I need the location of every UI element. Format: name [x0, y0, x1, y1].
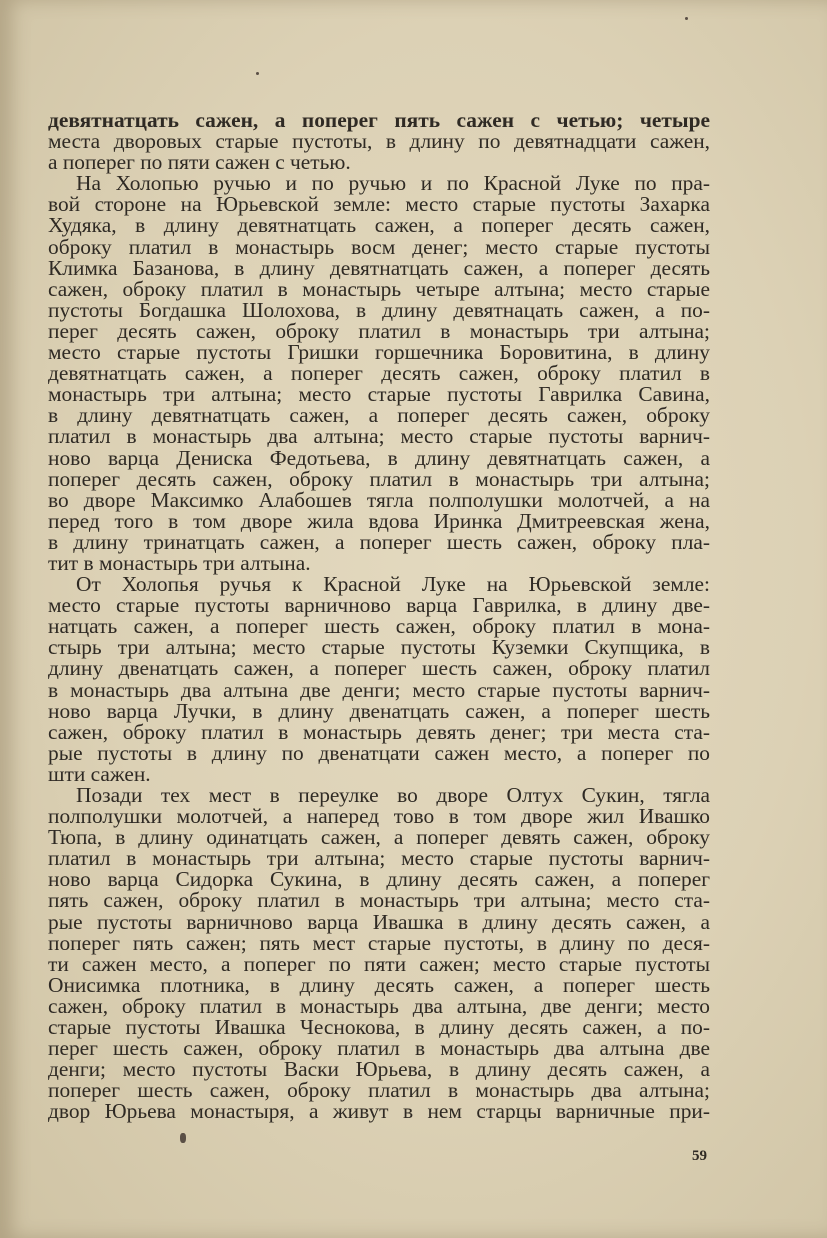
- text-line: тит в монастырь три алтына.: [48, 550, 311, 575]
- text-line: двор Юрьева монастыря, а живут в нем старцы варничные при-: [48, 1099, 710, 1124]
- text-line: оброку платил в монастырь восм денег; место старые пустоты: [48, 234, 710, 259]
- body-text: [48, 110, 710, 1123]
- text-line: места дворовых старые пустоты, в длину по девятнадцати сажен,: [48, 129, 710, 154]
- text-line: ти сажен место, а поперег по пяти сажен; место старые пустоты: [48, 951, 710, 976]
- text-line: старые пустоты Ивашка Чеснокова, в длину десять сажен, а по-: [48, 1015, 710, 1040]
- text-line: ново варца Лучки, в длину двенатцать сажен, а поперег шесть: [48, 698, 710, 723]
- text-line: перег шесть сажен, оброку платил в монастырь два алтына две: [48, 1036, 710, 1061]
- text-line: длину двенатцать сажен, а поперег шесть сажен, оброку платил: [48, 656, 710, 681]
- text-line: полполушки молотчей, а наперед тово в том дворе жил Ивашко: [48, 804, 710, 829]
- text-line: платил в монастырь три алтына; место старые пустоты варнич-: [48, 846, 710, 871]
- text-line: девятнатцать сажен, а поперег пять сажен с четью; четыре: [48, 108, 710, 132]
- text-line: рые пустоты в длину по двенатцати сажен место, а поперег по: [48, 740, 710, 765]
- text-line: ново варца Дениска Федотьева, в длину девятнатцать сажен, а: [48, 445, 710, 470]
- text-line: платил в монастырь два алтына; место старые пустоты варнич-: [48, 424, 710, 449]
- text-line: От Холопья ручья к Красной Луке на Юрьевской земле:: [76, 572, 710, 597]
- text-line: натцать сажен, а поперег шесть сажен, оброку платил в мона-: [48, 614, 710, 639]
- text-line: рые пустоты варничново варца Ивашка в длину десять сажен, а: [48, 909, 710, 934]
- text-line: сажен, оброку платил в монастырь девять денег; три места ста-: [48, 719, 710, 744]
- text-line: пустоты Богдашка Шолохова, в длину девятнацать сажен, а по-: [48, 297, 710, 322]
- page-number: 59: [692, 1148, 707, 1164]
- text-line: в монастырь два алтына две денги; место старые пустоты варнич-: [48, 677, 710, 702]
- text-line: перег десять сажен, оброку платил в монастырь три алтына;: [48, 318, 710, 343]
- text-line: в длину девятнатцать сажен, а поперег десять сажен, оброку: [48, 403, 710, 428]
- text-line: перед того в том дворе жила вдова Иринка Дмитреевская жена,: [48, 508, 710, 533]
- text-line: в длину тринатцать сажен, а поперег шесть сажен, оброку пла-: [48, 529, 710, 554]
- text-line: место старые пустоты варничново варца Гаврилка, в длину две-: [48, 593, 710, 618]
- paper-speck: [256, 72, 259, 75]
- text-line: монастырь три алтына; место старые пустоты Гаврилка Савина,: [48, 382, 710, 407]
- text-line: во дворе Максимко Алабошев тягла полполушки молотчей, а на: [48, 487, 710, 512]
- text-line: сажен, оброку платил в монастырь два алтына, две денги; место: [48, 993, 710, 1018]
- text-line: ново варца Сидорка Сукина, в длину десять сажен, а поперег: [48, 867, 710, 892]
- text-line: девятнатцать сажен, а поперег десять сажен, оброку платил в: [48, 361, 710, 386]
- text-line: шти сажен.: [48, 761, 151, 786]
- text-line: поперег пять сажен; пять мест старые пустоты, в длину по деся-: [48, 930, 710, 955]
- text-line: стырь три алтына; место старые пустоты Куземки Скупщика, в: [48, 635, 710, 660]
- text-line: поперег десять сажен, оброку платил в монастырь три алтына;: [48, 466, 710, 491]
- text-line: место старые пустоты Гришки горшечника Боровитина, в длину: [48, 340, 710, 365]
- paper-speck: [685, 17, 688, 20]
- text-line: Худяка, в длину девятнатцать сажен, а поперег десять сажен,: [48, 213, 710, 238]
- text-line: денги; место пустоты Васки Юрьева, в длину десять сажен, а: [48, 1057, 710, 1082]
- paper-speck: [180, 1133, 186, 1143]
- text-line: Позади тех мест в переулке во дворе Олтух Сукин, тягла: [76, 783, 710, 807]
- text-line: пять сажен, оброку платил в монастырь три алтына; место ста-: [48, 888, 710, 913]
- text-line: вой стороне на Юрьевской земле: место старые пустоты Захарка: [48, 192, 710, 217]
- text-line: Климка Базанова, в длину девятнатцать сажен, а поперег десять: [48, 255, 710, 280]
- text-line: сажен, оброку платил в монастырь четыре алтына; место старые: [48, 276, 710, 301]
- text-line: Онисимка плотника, в длину десять сажен, а поперег шесть: [48, 972, 710, 997]
- text-line: а поперег по пяти сажен с четью.: [48, 150, 351, 175]
- text-line: На Холопью ручью и по ручью и по Красной Луке по пра-: [76, 171, 710, 196]
- text-line: Тюпа, в длину одинатцать сажен, а поперег девять сажен, оброку: [48, 825, 710, 850]
- text-line: поперег шесть сажен, оброку платил в монастырь два алтына;: [48, 1078, 710, 1103]
